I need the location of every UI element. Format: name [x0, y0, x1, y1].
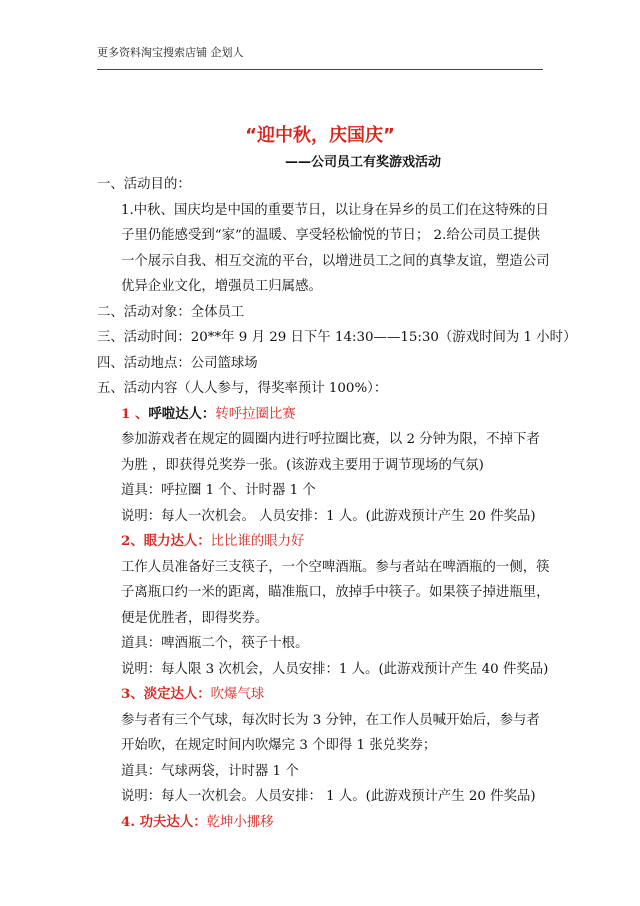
game-4-title: 乾坤小挪移 — [206, 814, 274, 830]
game-3-number: 3、 — [121, 686, 144, 702]
game-3-heading — [97, 682, 557, 708]
game-2-description: 工作人员准备好三支筷子，一个空啤酒瓶。参与者站在啤酒瓶的一侧，筷子离瓶口约一米的距离，瞄准瓶口，放掉手中筷子。如果筷子掉进瓶里，便是优胜者，即得奖券。 — [121, 559, 550, 626]
game-2-number: 2、 — [121, 533, 144, 549]
game-2-props: 道具：啤酒瓶二个，筷子十根。 — [121, 636, 309, 651]
game-1-props: 道具：呼拉圈 1 个、计时器 1 个 — [121, 483, 316, 498]
document-body — [97, 172, 577, 835]
game-1-heading — [97, 402, 557, 428]
game-3-props: 道具：气球两袋，计时器 1 个 — [121, 763, 299, 779]
game-2-heading — [97, 529, 557, 555]
page-header: 更多资料淘宝搜索店铺 企划人 — [97, 46, 244, 59]
header-rule — [97, 69, 543, 70]
game-3-title: 吹爆气球 — [210, 687, 265, 702]
game-1-number: 1 、 — [121, 405, 149, 422]
game-3-description: 参与者有三个气球，每次时长为 3 分钟，在工作人员喊开始后，参与者开始吹，在规定时间内吹爆完 3 个即得 1 张兑奖券； — [121, 712, 540, 753]
document-subtitle: ——公司员工有奖游戏活动 — [285, 155, 442, 170]
section-content-heading: 五、活动内容（人人参与，得奖率预计 100%）： — [97, 381, 388, 396]
game-1-description: 参加游戏者在规定的圆圈内进行呼拉圈比赛，以 2 分钟为限，不掉下者为胜 ，即获得兑奖券一张。(该游戏主要用于调节现场的气氛) — [121, 432, 540, 473]
game-2-note: 说明：每人限 3 次机会，人员安排：1 人。(此游戏预计产生 40 件奖品) — [121, 661, 549, 677]
game-1-title: 转呼拉圈比赛 — [215, 406, 296, 422]
game-3-name: 淡定达人： — [143, 686, 211, 702]
game-3-note: 说明：每人一次机会。人员安排： 1 人。(此游戏预计产生 20 件奖品) — [121, 789, 536, 804]
game-4-number: 4. — [121, 813, 140, 830]
game-1-name: 呼啦达人： — [148, 405, 216, 422]
document-title: “迎中秋，庆国庆” — [245, 125, 395, 146]
game-4-heading — [97, 810, 557, 836]
section-location: 四、活动地点：公司篮球场 — [97, 355, 258, 371]
game-2-name: 眼力达人： — [143, 533, 211, 549]
game-4-name: 功夫达人： — [139, 813, 207, 830]
section-purpose-heading: 一、活动目的： — [97, 177, 191, 192]
game-2-title: 比比谁的眼力好 — [210, 534, 305, 549]
game-1-note: 说明：每人一次机会。 人员安排：1 人。(此游戏预计产生 20 件奖品) — [121, 508, 536, 524]
section-audience: 二、活动对象：全体员工 — [97, 304, 245, 320]
section-time: 三、活动时间：20**年 9 月 29 日下午 14:30——15:30（游戏时间为 1 小时） — [97, 330, 577, 345]
section-purpose-text: 1.中秋、国庆均是中国的重要节日，以让身在异乡的员工们在这特殊的日子里仍能感受到“家”的温暖、享受轻松愉悦的节日； 2.给公司员工提供一个展示自我、相互交流的平台，以增进员工之间的真挚友谊，塑造公司优异企业文化，增强员工归属感。 — [121, 202, 550, 294]
